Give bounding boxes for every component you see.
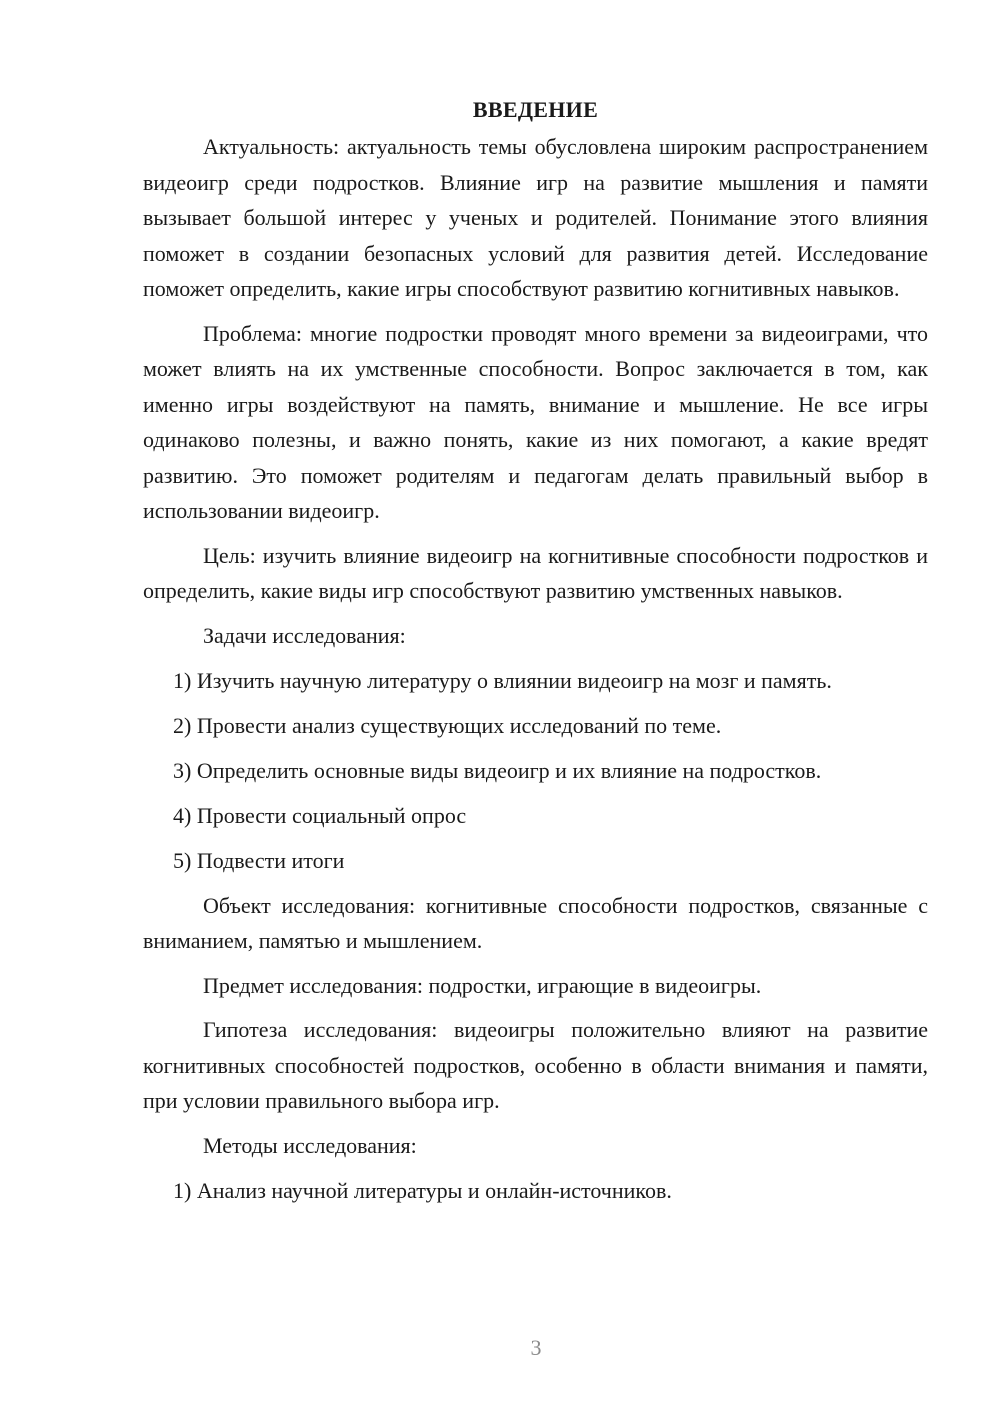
task-item: 4) Провести социальный опрос — [173, 802, 467, 828]
task-item: 2) Провести анализ существующих исследований по теме. — [173, 712, 722, 738]
page-number: 3 — [530, 1335, 542, 1360]
paragraph-object: Объект исследования: когнитивные способности подростков, связанные с вниманием, памятью и мышлением. — [143, 892, 928, 953]
page-title: ВВЕДЕНИЕ — [472, 97, 599, 122]
paragraph-hypothesis: Гипотеза исследования: видеоигры положительно влияют на развитие когнитивных способностей подростков, особенно в области внимания и памяти, при условии правильного выбора игр. — [143, 1017, 928, 1113]
task-item: 3) Определить основные виды видеоигр и их влияние на подростков. — [173, 757, 822, 783]
task-item: 1) Изучить научную литературу о влиянии видеоигр на мозг и память. — [173, 667, 832, 693]
method-item: 1) Анализ научной литературы и онлайн-источников. — [173, 1177, 672, 1203]
paragraph-problem: Проблема: многие подростки проводят много времени за видеоиграми, что может влиять на их умственные способности. Вопрос заключается в том, как именно игры воздействуют на память, внимание и мышление. Не все игры одинаково полезны, и важно понять, какие из них помогают, а какие вредят развитию. Это поможет родителям и педагогам делать правильный выбор в использовании видеоигр. — [143, 320, 928, 523]
methods-heading: Методы исследования: — [203, 1132, 417, 1158]
paragraph-relevance: Актуальность: актуальность темы обусловлена широким распространением видеоигр среди подростков. Влияние игр на развитие мышления и памяти вызывает большой интерес у ученых и родителей. Понимание этого влияния поможет в создании безопасных условий для развития детей. Исследование поможет определить, какие игры способствуют развитию когнитивных навыков. — [143, 134, 928, 301]
document-page — [143, 95, 928, 1218]
paragraph-subject: Предмет исследования: подростки, играющие в видеоигры. — [203, 972, 762, 998]
tasks-heading: Задачи исследования: — [203, 622, 406, 648]
paragraph-goal: Цель: изучить влияние видеоигр на когнитивные способности подростков и определить, какие виды игр способствуют развитию умственных навыков. — [143, 542, 928, 603]
task-item: 5) Подвести итоги — [173, 847, 345, 873]
